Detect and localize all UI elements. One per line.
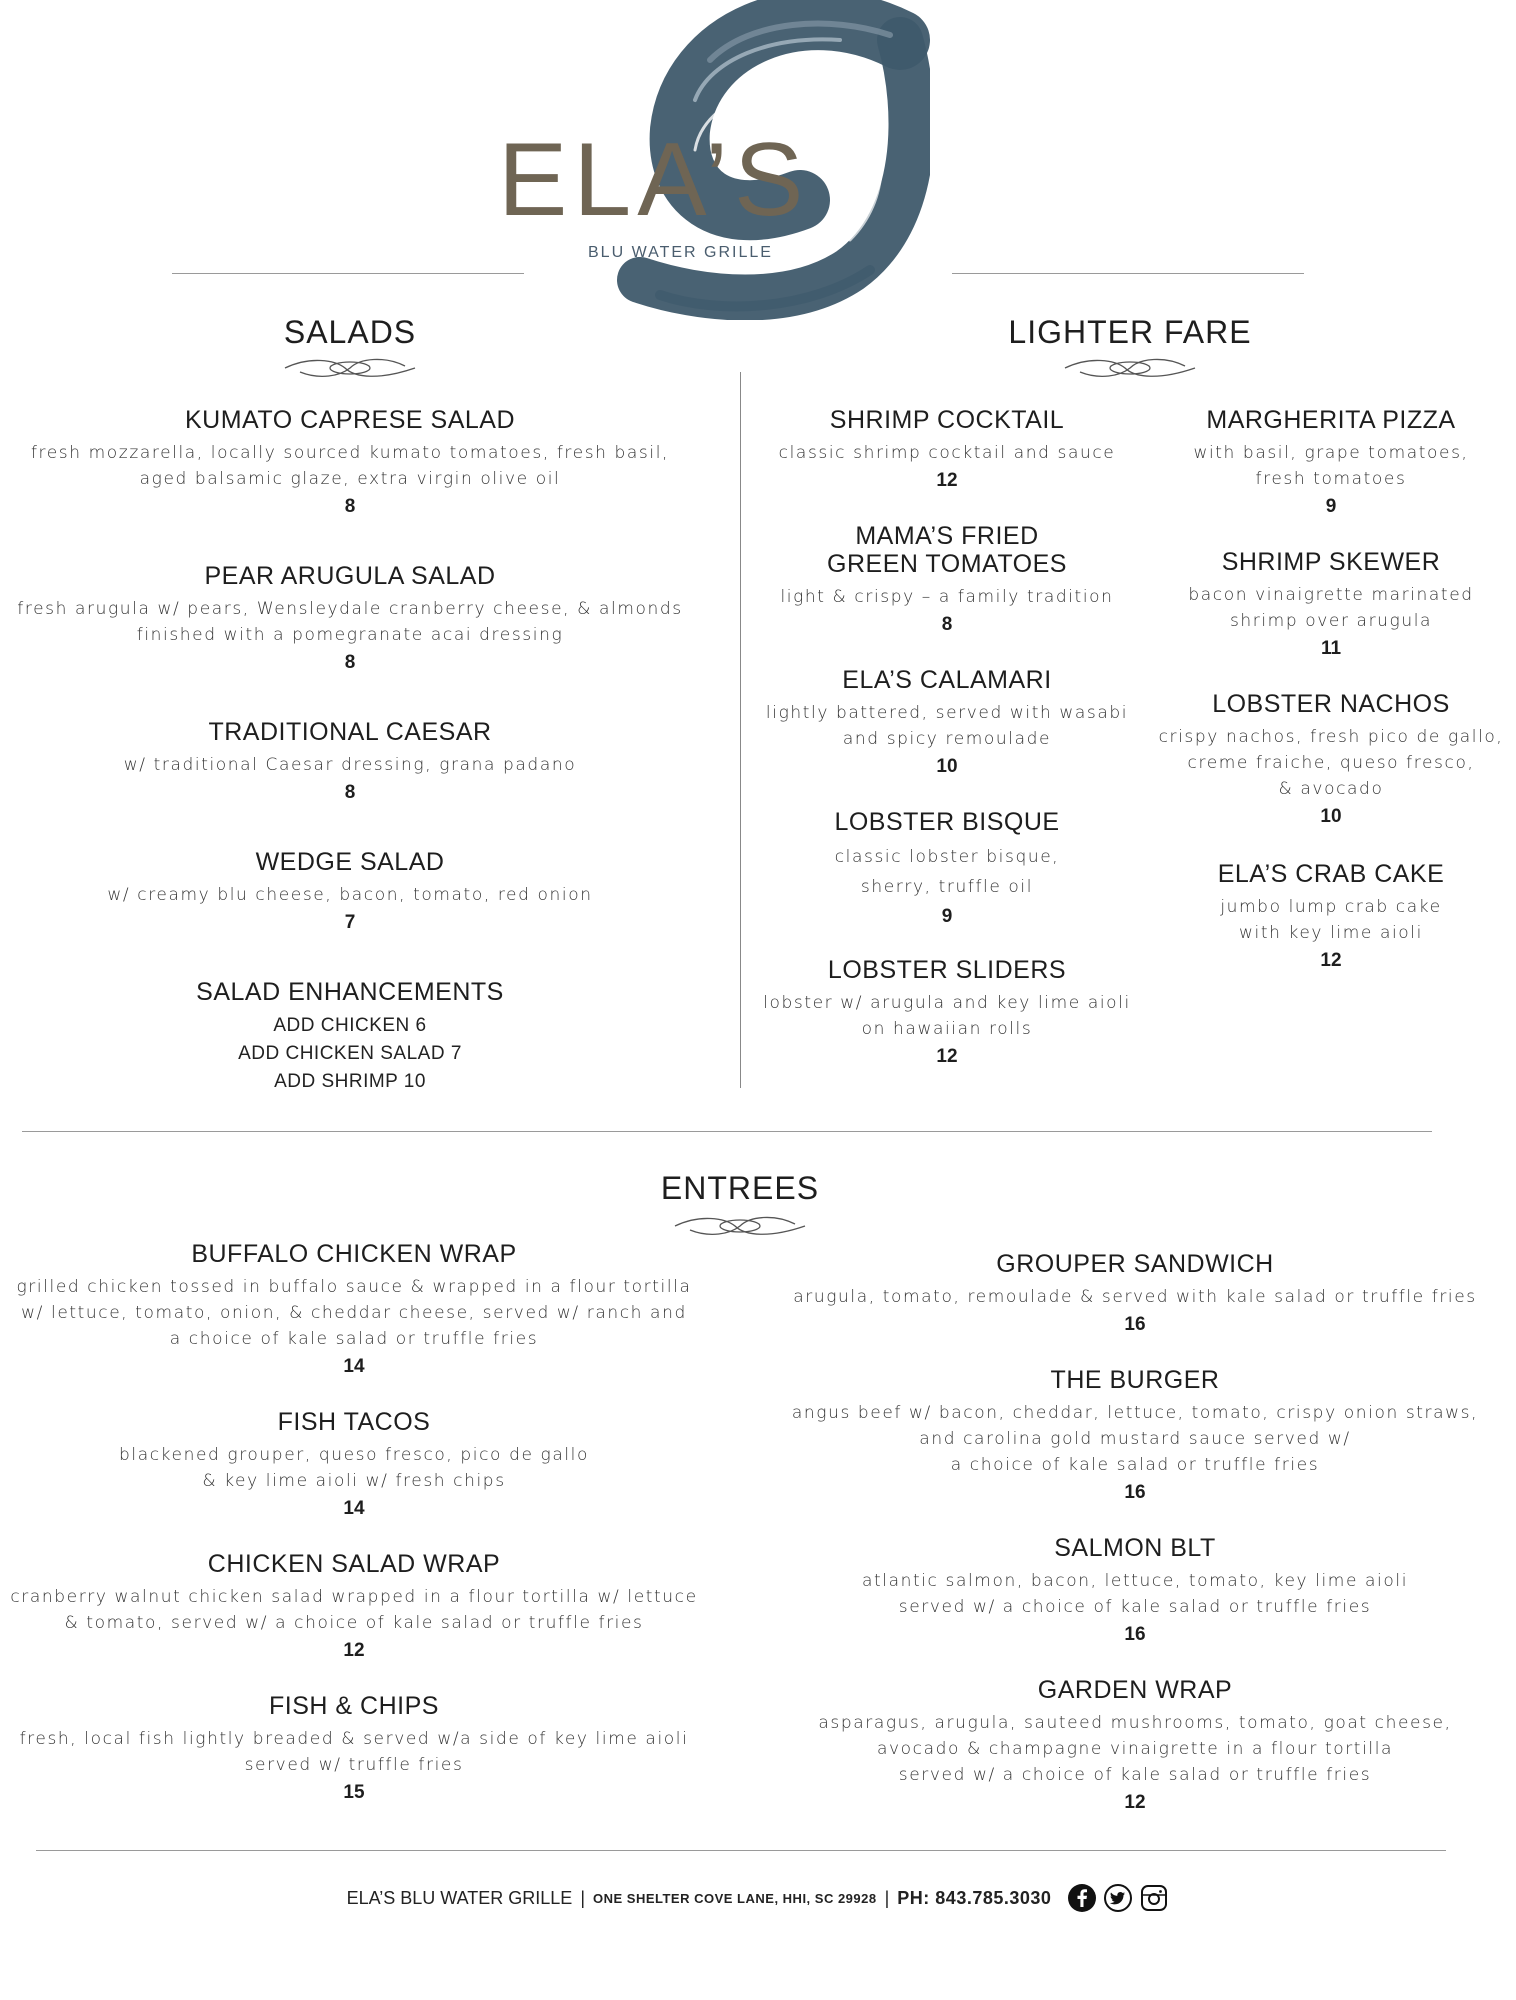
menu-item-chicken-salad-wrap: [0, 1550, 708, 1664]
item-price: 8: [344, 782, 356, 803]
item-name: KUMATO CAPRESE SALAD: [185, 406, 515, 434]
menu-item-grouper-sandwich: [770, 1250, 1500, 1338]
menu-item-margherita-pizza: [1146, 406, 1516, 520]
menu-item-shrimp-skewer: [1146, 548, 1516, 662]
section-title-salads: SALADS: [283, 314, 417, 350]
item-description: and carolina gold mustard sauce served w/: [919, 1429, 1351, 1449]
flourish-ornament: [670, 1212, 810, 1240]
item-name: FISH TACOS: [277, 1408, 431, 1436]
header-rule-left: [172, 273, 524, 274]
item-name: SHRIMP SKEWER: [1221, 548, 1441, 576]
section-title-entrees: ENTREES: [660, 1170, 820, 1206]
item-description: finished with a pomegranate acai dressing: [136, 625, 564, 645]
twitter-icon[interactable]: [1103, 1883, 1133, 1913]
item-description: a choice of kale salad or truffle fries: [950, 1455, 1320, 1475]
menu-item-lobster-nachos: [1146, 690, 1516, 830]
item-price: 9: [1325, 496, 1337, 517]
item-price: 10: [936, 756, 958, 777]
item-price: 12: [343, 1640, 365, 1661]
item-price: 12: [1320, 950, 1342, 971]
footer-restaurant-name: ELA’S BLU WATER GRILLE: [346, 1887, 573, 1908]
item-name: SALAD ENHANCEMENTS: [196, 978, 504, 1006]
menu-item-calamari: [752, 666, 1142, 780]
item-description: & key lime aioli w/ fresh chips: [202, 1471, 506, 1491]
menu-item-fish-tacos: [0, 1408, 708, 1522]
enhancement-line: ADD CHICKEN 6: [273, 1015, 427, 1036]
facebook-icon[interactable]: [1067, 1883, 1097, 1913]
menu-item-wedge-salad: [0, 848, 700, 936]
item-price: 14: [343, 1498, 365, 1519]
item-name: ELA’S CRAB CAKE: [1217, 860, 1445, 888]
item-name: CHICKEN SALAD WRAP: [207, 1550, 501, 1578]
enhancement-line: ADD CHICKEN SALAD 7: [238, 1043, 462, 1064]
item-description: lobster w/ arugula and key lime aioli: [763, 993, 1131, 1013]
menu-item-lobster-bisque: [752, 808, 1142, 930]
footer: [0, 1878, 1516, 1918]
flourish-ornament: [1060, 354, 1200, 382]
flourish-ornament: [280, 354, 420, 382]
item-price: 16: [1124, 1624, 1146, 1645]
item-price: 14: [343, 1356, 365, 1377]
menu-item-crab-cake: [1146, 860, 1516, 974]
column-divider: [740, 372, 741, 1088]
item-price: 12: [936, 470, 958, 491]
section-title-lighter-fare: LIGHTER FARE: [1008, 314, 1252, 350]
item-description: a choice of kale salad or truffle fries: [169, 1329, 539, 1349]
item-price: 8: [344, 652, 356, 673]
item-name: GROUPER SANDWICH: [996, 1250, 1274, 1278]
menu-item-traditional-caesar: [0, 718, 700, 806]
item-price: 11: [1320, 638, 1342, 659]
social-links: [1067, 1883, 1169, 1913]
menu-item-the-burger: [770, 1366, 1500, 1506]
item-description: fresh arugula w/ pears, Wensleydale cranberry cheese, & almonds: [17, 599, 683, 619]
instagram-icon[interactable]: [1139, 1883, 1169, 1913]
item-description: sherry, truffle oil: [860, 877, 1034, 897]
item-name: LOBSTER BISQUE: [834, 808, 1060, 836]
item-name: SHRIMP COCKTAIL: [829, 406, 1065, 434]
item-name: LOBSTER SLIDERS: [827, 956, 1067, 984]
item-description: avocado & champagne vinaigrette in a flour tortilla: [876, 1739, 1394, 1759]
item-description: & avocado: [1278, 779, 1384, 799]
item-description: fresh mozzarella, locally sourced kumato tomatoes, fresh basil,: [30, 443, 670, 463]
item-name: TRADITIONAL CAESAR: [208, 718, 492, 746]
item-name: GREEN TOMATOES: [827, 550, 1067, 578]
menu-item-garden-wrap: [770, 1676, 1500, 1816]
footer-separator: |: [580, 1887, 585, 1908]
item-price: 16: [1124, 1314, 1146, 1335]
item-description: crispy nachos, fresh pico de gallo,: [1158, 727, 1504, 747]
item-description: fresh, local fish lightly breaded & served w/a side of key lime aioli: [19, 1729, 689, 1749]
item-name: BUFFALO CHICKEN WRAP: [191, 1240, 517, 1268]
menu-item-fish-and-chips: [0, 1692, 708, 1806]
item-description: served w/ a choice of kale salad or truffle fries: [898, 1597, 1372, 1617]
item-price: 8: [941, 614, 953, 635]
item-description: angus beef w/ bacon, cheddar, lettuce, tomato, crispy onion straws,: [791, 1403, 1479, 1423]
footer-address: ONE SHELTER COVE LANE, HHI, SC 29928: [593, 1890, 877, 1906]
item-description: classic shrimp cocktail and sauce: [778, 443, 1116, 463]
item-description: on hawaiian rolls: [861, 1019, 1033, 1039]
item-price: 10: [1320, 806, 1342, 827]
item-description: fresh tomatoes: [1255, 469, 1407, 489]
item-description: and spicy remoulade: [842, 729, 1052, 749]
menu-item-lobster-sliders: [752, 956, 1142, 1070]
logo-wordmark: ELA’S: [498, 122, 810, 238]
item-description: served w/ a choice of kale salad or truffle fries: [898, 1765, 1372, 1785]
item-name: MARGHERITA PIZZA: [1206, 406, 1456, 434]
salad-enhancements: [0, 978, 700, 1096]
menu-item-buffalo-chicken-wrap: [0, 1240, 708, 1380]
item-description: w/ lettuce, tomato, onion, & cheddar cheese, served w/ ranch and: [21, 1303, 687, 1323]
item-description: blackened grouper, queso fresco, pico de gallo: [119, 1445, 589, 1465]
item-price: 15: [343, 1782, 365, 1803]
item-description: cranberry walnut chicken salad wrapped in a flour tortilla w/ lettuce: [10, 1587, 698, 1607]
footer-phone[interactable]: PH: 843.785.3030: [897, 1887, 1052, 1908]
menu-item-pear-arugula: [0, 562, 700, 676]
item-description: bacon vinaigrette marinated: [1188, 585, 1474, 605]
logo-tagline: BLU WATER GRILLE: [588, 244, 773, 261]
item-name: MAMA’S FRIED: [855, 522, 1039, 550]
section-divider: [22, 1131, 1432, 1132]
item-description: lightly battered, served with wasabi: [765, 703, 1129, 723]
item-description: grilled chicken tossed in buffalo sauce & wrapped in a flour tortilla: [16, 1277, 692, 1297]
item-description: jumbo lump crab cake: [1220, 897, 1442, 917]
item-description: creme fraiche, queso fresco,: [1187, 753, 1475, 773]
item-name: LOBSTER NACHOS: [1212, 690, 1450, 718]
item-description: atlantic salmon, bacon, lettuce, tomato, key lime aioli: [861, 1571, 1409, 1591]
item-price: 12: [1124, 1792, 1146, 1813]
footer-divider: [36, 1850, 1446, 1851]
item-description: with key lime aioli: [1239, 923, 1423, 943]
header-rule-right: [952, 273, 1304, 274]
menu-item-kumato-caprese: [0, 406, 700, 520]
item-price: 7: [344, 912, 356, 933]
item-name: GARDEN WRAP: [1037, 1676, 1233, 1704]
item-description: served w/ truffle fries: [244, 1755, 464, 1775]
menu-item-shrimp-cocktail: [752, 406, 1142, 494]
item-description: w/ traditional Caesar dressing, grana padano: [123, 755, 577, 775]
item-description: arugula, tomato, remoulade & served with kale salad or truffle fries: [793, 1287, 1477, 1307]
item-description: with basil, grape tomatoes,: [1193, 443, 1469, 463]
item-price: 16: [1124, 1482, 1146, 1503]
item-description: w/ creamy blu cheese, bacon, tomato, red onion: [107, 885, 593, 905]
item-name: ELA’S CALAMARI: [842, 666, 1052, 694]
item-name: WEDGE SALAD: [255, 848, 445, 876]
item-price: 12: [936, 1046, 958, 1067]
item-name: THE BURGER: [1050, 1366, 1220, 1394]
item-name: FISH & CHIPS: [269, 1692, 439, 1720]
item-description: light & crispy – a family tradition: [780, 587, 1114, 607]
item-name: PEAR ARUGULA SALAD: [204, 562, 496, 590]
footer-separator: |: [884, 1887, 890, 1908]
enhancement-line: ADD SHRIMP 10: [274, 1071, 426, 1092]
item-description: & tomato, served w/ a choice of kale salad or truffle fries: [64, 1613, 644, 1633]
item-description: aged balsamic glaze, extra virgin olive oil: [139, 469, 561, 489]
item-name: SALMON BLT: [1054, 1534, 1216, 1562]
item-description: classic lobster bisque,: [834, 847, 1060, 867]
item-price: 9: [941, 906, 953, 927]
item-price: 8: [344, 496, 356, 517]
menu-item-fried-green-tomatoes: [752, 522, 1142, 638]
item-description: shrimp over arugula: [1229, 611, 1433, 631]
menu-item-salmon-blt: [770, 1534, 1500, 1648]
item-description: asparagus, arugula, sauteed mushrooms, tomato, goat cheese,: [818, 1713, 1452, 1733]
